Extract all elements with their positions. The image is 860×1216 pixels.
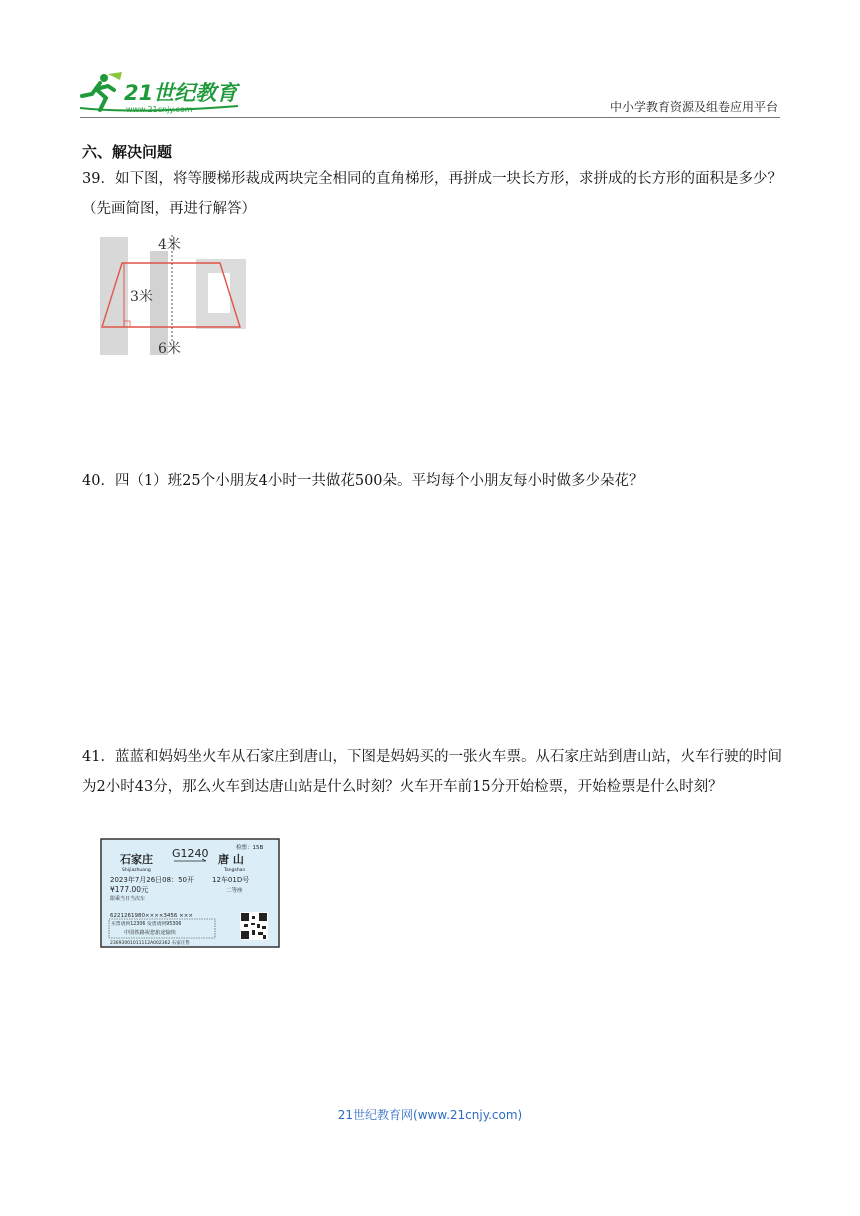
top-base-label: 4米 [158, 237, 181, 253]
passenger-id: 6221261980××××3456 ××× [110, 913, 193, 919]
header-divider [80, 117, 780, 118]
ticket-price: ¥177.00元 [110, 885, 149, 894]
question-41: 41．蓝蓝和妈妈坐火车从石家庄到唐山，下图是妈妈买的一张火车票。从石家庄站到唐山站，火车行驶的时间为2小时43分，那么火车到达唐山站是什么时刻？火车开车前15分开始检票，开始检票是什么时刻？ [82, 749, 782, 795]
arrival-station: 唐 山 [218, 853, 244, 866]
platform-name: 中小学教育资源及组卷应用平台 [609, 100, 778, 114]
site-logo [78, 70, 248, 116]
seat-class: 二等座 [226, 888, 243, 894]
runner-icon [82, 72, 122, 110]
departure-datetime: 2023年7月26日08：50开 [110, 876, 194, 884]
section-title: 六、解决问题 [82, 143, 173, 161]
service-line: 买票请到12306 发货请到95306 [111, 922, 182, 927]
arrival-pinyin: Tangshan [224, 868, 246, 873]
train-ticket [100, 838, 280, 948]
departure-pinyin: Shijiazhuang [122, 868, 151, 873]
height-label: 3米 [130, 289, 153, 305]
departure-station: 石家庄 [120, 853, 153, 866]
logo-text: 21世纪教育 [124, 81, 238, 105]
bottom-base-label: 6米 [158, 341, 181, 357]
train-number: G1240 [172, 847, 209, 860]
qr-code-icon [240, 912, 268, 940]
ticket-note: 限乘当日当次车 [110, 896, 146, 902]
ticket-serial: 23693001011112A002362 石家庄售 [110, 941, 190, 946]
question-39: 39．如下图，将等腰梯形裁成两块完全相同的直角梯形，再拼成一块长方形，求拼成的长方形的面积是多少？（先画简图，再进行解答） [82, 171, 782, 217]
page-footer[interactable]: 21世纪教育网(www.21cnjy.com) [337, 1108, 523, 1122]
logo-url: www.21cnjy.com [126, 105, 193, 114]
question-40: 40．四（1）班25个小朋友4小时一共做花500朵。平均每个小朋友每小时做多少朵花？ [82, 473, 644, 489]
trapezoid-figure [100, 233, 246, 359]
gate-number: 检票：15B [236, 845, 264, 851]
seat-number: 12车01D号 [212, 876, 250, 884]
ticket-slogan: 中国铁路祝您旅途愉快 [124, 930, 176, 936]
